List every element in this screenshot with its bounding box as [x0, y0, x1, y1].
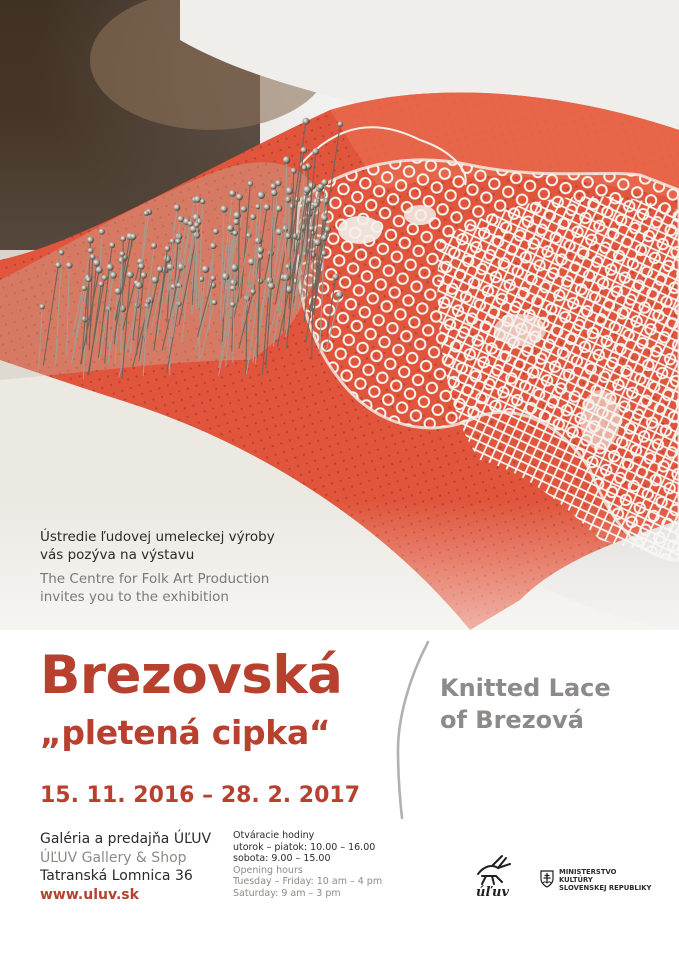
ministry-of-culture-logo — [540, 868, 660, 898]
ministry-name — [559, 868, 651, 892]
hours-weekday-sk: utorok – piatok: 10.00 – 16.00 — [233, 841, 376, 853]
hours-saturday-en: Saturday: 9 am – 3 pm — [233, 887, 341, 899]
invitation-text — [40, 528, 360, 606]
hours-saturday-sk: sobota: 9.00 – 15.00 — [233, 853, 331, 865]
hours-weekday-en: Tuesday – Friday: 10 am – 4 pm — [233, 876, 383, 888]
invitation-en-line2: invites you to the exhibition — [40, 589, 229, 605]
exhibition-title: Brezovská — [40, 645, 343, 706]
venue-name-sk: Galéria a predajňa ÚĽUV — [40, 831, 212, 847]
english-title-line1: Knitted Lace — [440, 674, 611, 702]
opening-hours — [233, 830, 382, 900]
exhibition-dates: 15. 11. 2016 – 28. 2. 2017 — [40, 783, 360, 808]
ministry-line2: KULTÚRY — [559, 876, 593, 884]
venue-name-en: ÚĽUV Gallery & Shop — [40, 849, 187, 866]
hours-label-en: Opening hours — [233, 864, 303, 876]
english-title-line2: of Brezová — [440, 706, 584, 734]
ministry-line1: MINISTERSTVO — [559, 868, 617, 876]
invitation-sk-line1: Ústredie ľudovej umeleckej výroby — [40, 529, 275, 545]
website-link[interactable]: www.uluv.sk — [40, 886, 139, 903]
exhibition-subtitle: „pletená cipka“ — [40, 713, 331, 752]
uluv-logo-text: úľuv — [476, 885, 510, 900]
slovak-coat-of-arms-icon — [540, 870, 554, 888]
english-title — [440, 672, 611, 736]
venue-info — [40, 830, 211, 904]
ministry-line3: SLOVENSKEJ REPUBLIKY — [559, 884, 652, 892]
hours-label-sk: Otváracie hodiny — [233, 830, 315, 841]
invitation-sk-line2: vás pozýva na výstavu — [40, 547, 195, 563]
invitation-en-line1: The Centre for Folk Art Production — [40, 571, 270, 587]
curved-divider — [380, 640, 430, 820]
venue-address: Tatranská Lomnica 36 — [40, 868, 193, 884]
